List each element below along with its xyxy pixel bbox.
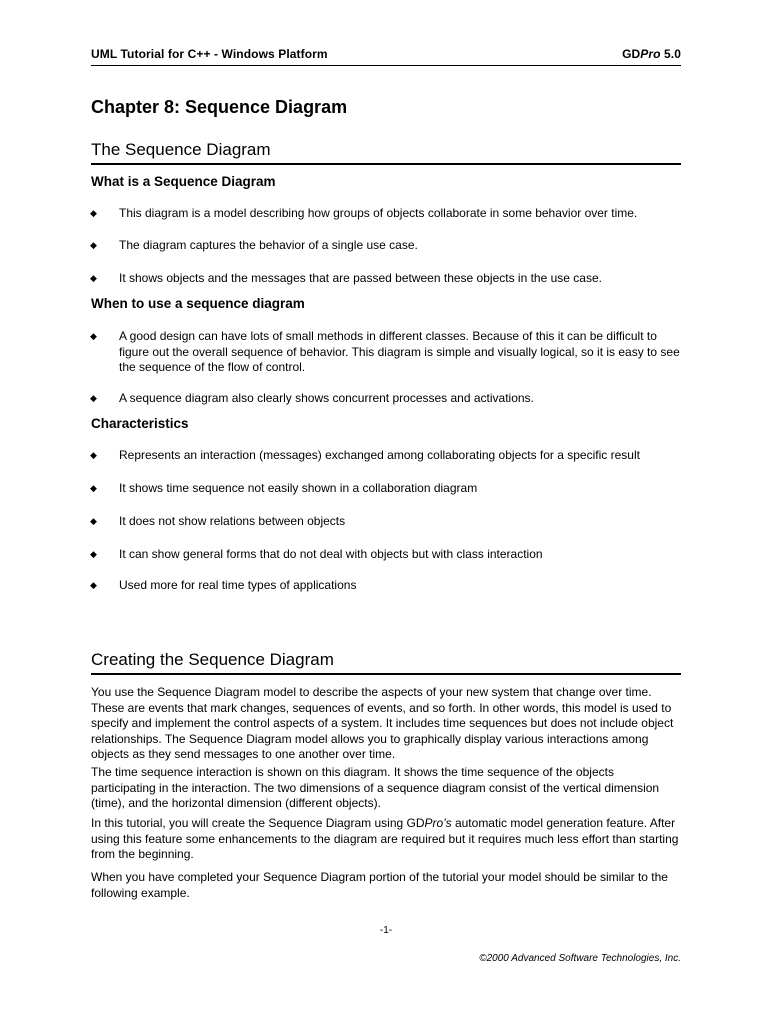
section-title-creating: Creating the Sequence Diagram (91, 650, 681, 675)
list-item: ◆ The diagram captures the behavior of a single use case. (90, 238, 418, 252)
chapter-title: Chapter 8: Sequence Diagram (91, 97, 348, 117)
list-item: ◆ Represents an interaction (messages) exchanged among collaborating objects for a specific result (90, 448, 640, 462)
subheading-when-to-use: When to use a sequence diagram (91, 296, 305, 311)
list-item: ◆ It shows objects and the messages that are passed between these objects in the use case. (90, 271, 602, 285)
copyright-notice: ©2000 Advanced Software Technologies, Inc. (479, 953, 681, 964)
running-header (91, 47, 681, 66)
bullet-diamond-icon: ◆ (90, 580, 97, 590)
list-item: ◆ A good design can have lots of small methods in different classes. Because of this it can be difficult to figure out the overall sequence of behavior. This diagram is simple and visually logical, so it is easy to see the sequence of the flow of control. (90, 329, 680, 374)
bullet-diamond-icon: ◆ (90, 208, 97, 218)
bullet-diamond-icon: ◆ (90, 393, 97, 403)
bullet-diamond-icon: ◆ (90, 450, 97, 460)
list-item: ◆ Used more for real time types of applications (90, 578, 357, 592)
list-item: ◆ A sequence diagram also clearly shows concurrent processes and activations. (90, 391, 534, 405)
bullet-diamond-icon: ◆ (90, 273, 97, 283)
paragraph: When you have completed your Sequence Diagram portion of the tutorial your model should be similar to the following example. (91, 870, 668, 900)
paragraph: The time sequence interaction is shown on this diagram. It shows the time sequence of the objects participating in the interaction. The two dimensions of a sequence diagram consist of the vertical dimension (time), and the horizontal dimension (different objects). (91, 765, 660, 810)
section-title-sequence-diagram: The Sequence Diagram (91, 140, 681, 165)
bullet-diamond-icon: ◆ (90, 516, 97, 526)
bullet-diamond-icon: ◆ (90, 483, 97, 493)
bullet-diamond-icon: ◆ (90, 240, 97, 250)
header-product: GDPro 5.0 (622, 47, 681, 61)
list-item: ◆ It does not show relations between objects (90, 514, 346, 528)
page-number: -1- (379, 925, 393, 936)
paragraph: In this tutorial, you will create the Sequence Diagram using GDPro’s automatic model generation feature. After using this feature some enhancements to the diagram are required but it requires much less effort than starting from the beginning. (91, 816, 679, 861)
document-page (91, 0, 681, 1024)
subheading-characteristics: Characteristics (91, 416, 189, 431)
list-item: ◆ This diagram is a model describing how groups of objects collaborate in some behavior over time. (90, 206, 638, 220)
bullet-diamond-icon: ◆ (90, 549, 97, 559)
paragraph: You use the Sequence Diagram model to describe the aspects of your new system that change over time. These are events that mark changes, sequences of events, and so forth. In other words, this model is used to specify and implement the control aspects of a system. It includes time sequences but does not include object relationships. The Sequence Diagram model allows you to graphically display various interactions among objects as they send messages to one another over time. (91, 685, 674, 761)
bullet-diamond-icon: ◆ (90, 331, 97, 341)
subheading-what-is: What is a Sequence Diagram (91, 174, 276, 189)
list-item: ◆ It shows time sequence not easily shown in a collaboration diagram (90, 481, 478, 495)
list-item: ◆ It can show general forms that do not deal with objects but with class interaction (90, 547, 543, 561)
header-title: UML Tutorial for C++ - Windows Platform (91, 47, 328, 61)
